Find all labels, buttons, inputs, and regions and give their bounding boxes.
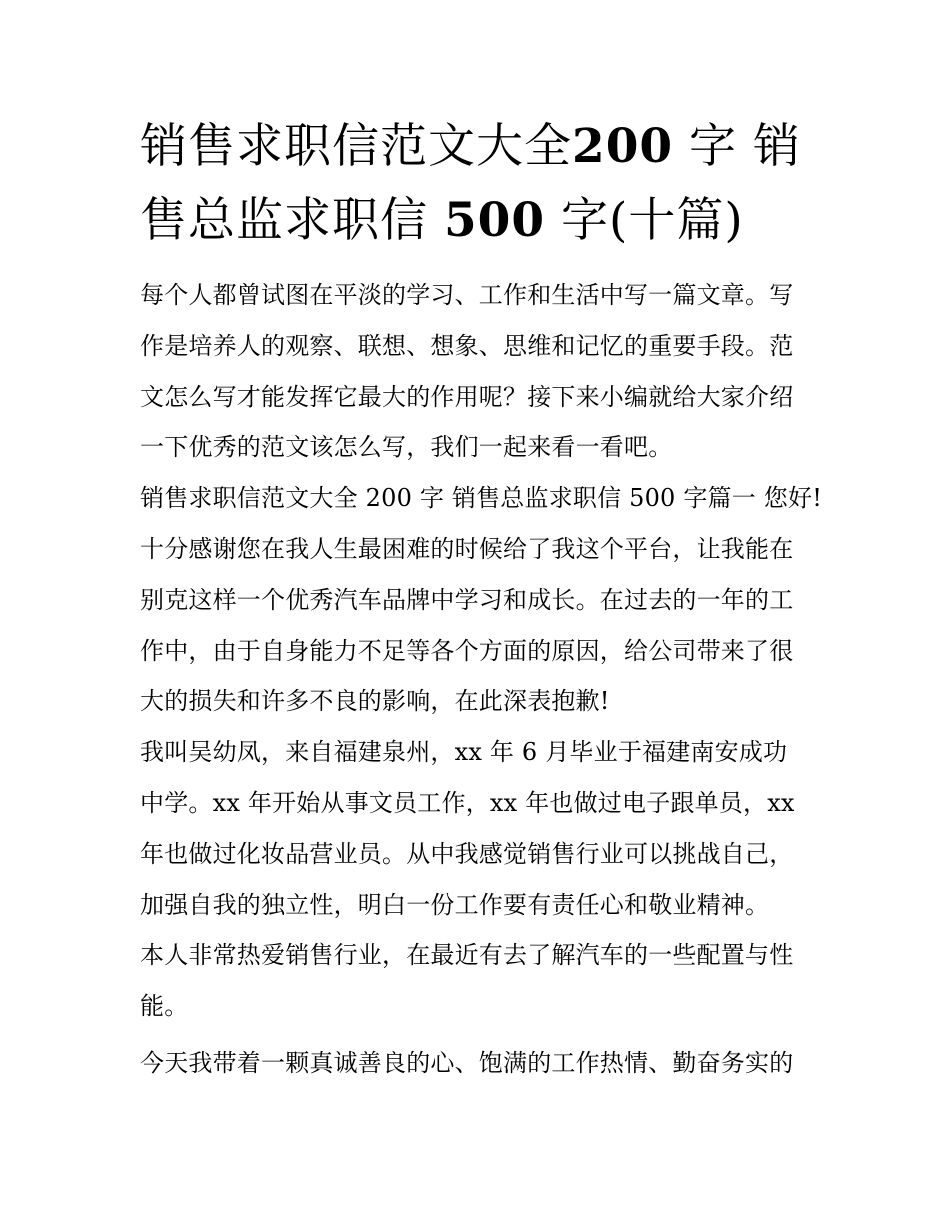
text-line: 本人非常热爱销售行业，在最近有去了解汽车的一些配置与性 [140, 941, 794, 970]
paragraph-passion [140, 930, 816, 1032]
text-line: 每个人都曾试图在平淡的学习、工作和生活中写一篇文章。写 [140, 281, 794, 309]
paragraph-today [140, 1038, 816, 1089]
text-line: 年也做过化妆品营业员。从中我感觉销售行业可以挑战自己， [140, 839, 794, 868]
text-line: 作中，由于自身能力不足等各个方面的原因，给公司带来了很 [140, 636, 794, 665]
text-line: 文怎么写才能发挥它最大的作用呢？接下来小编就给大家介绍 [140, 382, 794, 411]
text-line: 我叫吴幼凤，来自福建泉州，xx 年 6 月毕业于福建南安成功 [140, 738, 788, 767]
text-line: 加强自我的独立性，明白一份工作要有责任心和敬业精神。 [140, 890, 770, 919]
paragraph-thanks [140, 524, 816, 727]
document-page [140, 110, 823, 1089]
text-line: 中学。xx 年开始从事文员工作，xx 年也做过电子跟单员，xx [140, 788, 795, 817]
paragraph-introduction-self [140, 727, 816, 930]
document-title [140, 110, 816, 258]
text-line: 作是培养人的观察、联想、想象、思维和记忆的重要手段。范 [140, 331, 794, 360]
paragraph-intro [140, 270, 816, 473]
paragraph-section-heading [140, 473, 823, 524]
text-line: 大的损失和许多不良的影响，在此深表抱歉! [140, 687, 610, 716]
title-line-1: 销售求职信范文大全200 字 销 [140, 119, 801, 174]
title-line-2: 售总监求职信 500 字(十篇) [140, 193, 744, 248]
text-line: 销售求职信范文大全 200 字 销售总监求职信 500 字篇一 您好! [140, 484, 823, 513]
text-line: 今天我带着一颗真诚善良的心、饱满的工作热情、勤奋务实的 [140, 1048, 794, 1077]
text-line: 能。 [140, 992, 189, 1021]
text-line: 十分感谢您在我人生最困难的时候给了我这个平台，让我能在 [140, 534, 794, 563]
text-line: 一下优秀的范文该怎么写，我们一起来看一看吧。 [140, 433, 673, 462]
text-line: 别克这样一个优秀汽车品牌中学习和成长。在过去的一年的工 [140, 585, 794, 614]
